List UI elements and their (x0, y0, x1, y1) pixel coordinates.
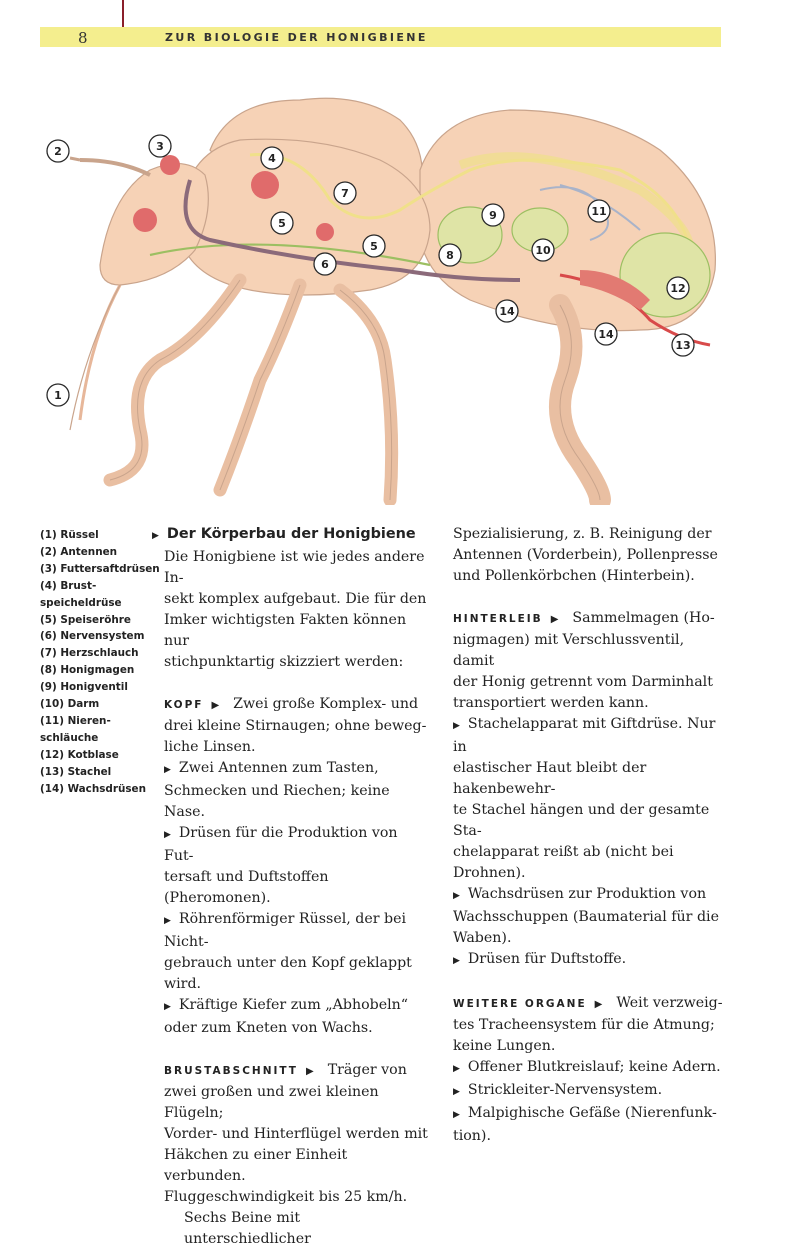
svg-text:13: 13 (675, 339, 691, 352)
continued-line: und Pollenkörbchen (Hinterbein). (453, 568, 695, 584)
weitere-organe-label: WEITERE ORGANE (453, 998, 587, 1010)
svg-text:4: 4 (268, 152, 276, 165)
bullet-text: Stachelapparat mit Giftdrüse. Nur in (453, 716, 716, 755)
arrow-icon: ▶ (211, 700, 220, 711)
legend-item: (11) Nieren- (40, 714, 111, 727)
bullet-text: te Stachel hängen und der gesamte Sta- (453, 802, 710, 839)
brust-label: BRUSTABSCHNITT (164, 1065, 298, 1077)
svg-text:10: 10 (535, 244, 551, 257)
callout-4 (261, 147, 283, 169)
callout-7 (334, 182, 356, 204)
running-title: ZUR BIOLOGIE DER HONIGBIENE (165, 31, 428, 44)
bullet-text: Malpighische Gefäße (Nierenfunk- (467, 1105, 717, 1121)
bullet-triangle-icon: ▶ (453, 956, 460, 966)
svg-text:8: 8 (446, 249, 454, 262)
bullet-text: Wachsdrüsen zur Produktion von (467, 886, 707, 902)
bullet-text: Kräftige Kiefer zum „Abhobeln“ (178, 997, 409, 1013)
text-column-1 (152, 524, 429, 1250)
bullet-text: Röhrenförmiger Rüssel, der bei Nicht- (164, 911, 407, 950)
intro-line: stichpunktartig skizziert werden: (164, 654, 404, 670)
kopf-line: liche Linsen. (164, 739, 256, 755)
svg-text:14: 14 (499, 305, 515, 318)
svg-text:1: 1 (54, 389, 62, 402)
legend-item: (8) Honigmagen (40, 664, 135, 677)
svg-text:11: 11 (591, 205, 607, 218)
weitere-text: Weit verzweig- (616, 995, 723, 1011)
bullet-triangle-icon: ▶ (164, 1002, 171, 1012)
callout-12 (667, 277, 689, 299)
bullet-text: Zwei Antennen zum Tasten, (178, 760, 379, 776)
weitere-line: tes Tracheensystem für die Atmung; (453, 1017, 715, 1033)
legend-item: (9) Honigventil (40, 681, 128, 694)
arrow-icon: ▶ (550, 614, 559, 625)
svg-text:5: 5 (278, 217, 286, 230)
legend-item: (14) Wachsdrüsen (40, 782, 147, 795)
legend-item: (6) Nervensystem (40, 630, 145, 643)
bullet-triangle-icon: ▶ (152, 531, 159, 541)
callout-14a (496, 300, 518, 322)
bullet-triangle-icon: ▶ (164, 765, 171, 775)
hinter-line: der Honig getrennt vom Darminhalt (453, 674, 713, 690)
bullet-text: Strickleiter-Nervensystem. (467, 1082, 663, 1098)
continued-line: Antennen (Vorderbein), Pollenpresse (453, 547, 718, 563)
callout-3 (149, 135, 171, 157)
legend-item: (2) Antennen (40, 545, 118, 558)
kopf-text: Zwei große Komplex- und (233, 696, 419, 712)
legend-item: (1) Rüssel (40, 529, 99, 541)
callout-2 (47, 140, 69, 162)
callout-9 (482, 204, 504, 226)
weitere-line: keine Lungen. (453, 1038, 556, 1054)
bullet-triangle-icon: ▶ (164, 916, 171, 926)
bullet-text: elastischer Haut bleibt der hakenbewehr- (453, 760, 647, 797)
bullet-text: gebrauch unter den Kopf geklappt wird. (164, 955, 412, 992)
bullet-triangle-icon: ▶ (453, 1064, 460, 1074)
legend-item: (7) Herzschlauch (40, 647, 139, 660)
bullet-text: tion). (453, 1128, 491, 1144)
bullet-text: Wachsschuppen (Baumaterial für die (453, 909, 719, 925)
kopf-label: KOPF (164, 699, 204, 711)
legend-item: (5) Speiseröhre (40, 613, 131, 626)
bullet-text: oder zum Kneten von Wachs. (164, 1020, 373, 1036)
bullet-triangle-icon: ▶ (453, 721, 460, 731)
legend-item: (3) Futtersaftdrüsen (40, 562, 160, 575)
brust-line: Häkchen zu einer Einheit verbunden. (164, 1147, 348, 1184)
arrow-icon: ▶ (594, 999, 603, 1010)
bullet-triangle-icon: ▶ (453, 1110, 460, 1120)
callout-1 (47, 384, 69, 406)
svg-text:9: 9 (489, 209, 497, 222)
legend-item: speicheldrüse (40, 596, 122, 609)
bullet-triangle-icon: ▶ (453, 891, 460, 901)
hinter-text: Sammelmagen (Ho- (572, 610, 715, 626)
bullet-text: Drüsen für die Produktion von Fut- (164, 825, 398, 864)
callout-10 (532, 239, 554, 261)
kopf-line: drei kleine Stirnaugen; ohne beweg- (164, 718, 427, 734)
svg-text:14: 14 (598, 328, 614, 341)
text-column-2 (453, 524, 728, 1147)
bullet-text: Drüsen für Duftstoffe. (467, 951, 627, 967)
callout-5a (271, 212, 293, 234)
legend-item: (13) Stachel (40, 765, 112, 778)
intro-line: sekt komplex aufgebaut. Die für den (164, 591, 427, 607)
callout-11 (588, 200, 610, 222)
legend-item: (10) Darm (40, 698, 100, 711)
callout-5b (363, 235, 385, 257)
hinter-line: transportiert werden kann. (453, 695, 649, 711)
brust-line: zwei großen und zwei kleinen Flügeln; (164, 1084, 379, 1121)
legend-item: schläuche (40, 731, 99, 744)
legend-item: (12) Kotblase (40, 748, 119, 761)
legend-item: (4) Brust- (40, 579, 97, 592)
figure-legend (40, 527, 160, 798)
beine-line: Sechs Beine mit unterschiedlicher (184, 1210, 311, 1247)
svg-text:12: 12 (670, 282, 686, 295)
callout-6 (314, 253, 336, 275)
bullet-triangle-icon: ▶ (164, 830, 171, 840)
callout-8 (439, 244, 461, 266)
hinterleib-label: HINTERLEIB (453, 613, 543, 625)
callout-13 (672, 334, 694, 356)
svg-text:6: 6 (321, 258, 329, 271)
svg-text:2: 2 (54, 145, 62, 158)
brust-line: Vorder- und Hinterflügel werden mit (164, 1126, 428, 1142)
svg-text:3: 3 (156, 140, 164, 153)
bullet-text: Waben). (453, 930, 512, 946)
svg-text:5: 5 (370, 240, 378, 253)
bee-anatomy-illustration (0, 95, 800, 505)
hinter-line: nigmagen) mit Verschlussventil, damit (453, 632, 685, 669)
section-title: Der Körperbau der Honigbiene (166, 526, 416, 542)
bullet-triangle-icon: ▶ (453, 1087, 460, 1097)
continued-line: Spezialisierung, z. B. Reinigung der (453, 526, 712, 542)
brust-text: Träger von (327, 1062, 407, 1078)
bullet-text: Schmecken und Riechen; keine Nase. (164, 783, 390, 820)
brust-line: Fluggeschwindigkeit bis 25 km/h. (164, 1189, 408, 1205)
svg-text:7: 7 (341, 187, 349, 200)
intro-line: Imker wichtigsten Fakten können nur (164, 612, 407, 649)
arrow-icon: ▶ (305, 1066, 314, 1077)
bullet-text: tersaft und Duftstoffen (Pheromonen). (164, 869, 329, 906)
callout-14b (595, 323, 617, 345)
bullet-text: Offener Blutkreislauf; keine Adern. (467, 1059, 721, 1075)
intro-line: Die Honigbiene ist wie jedes andere In- (164, 549, 425, 586)
bullet-text: chelapparat reißt ab (nicht bei Drohnen). (453, 844, 674, 881)
page-number: 8 (78, 29, 88, 47)
